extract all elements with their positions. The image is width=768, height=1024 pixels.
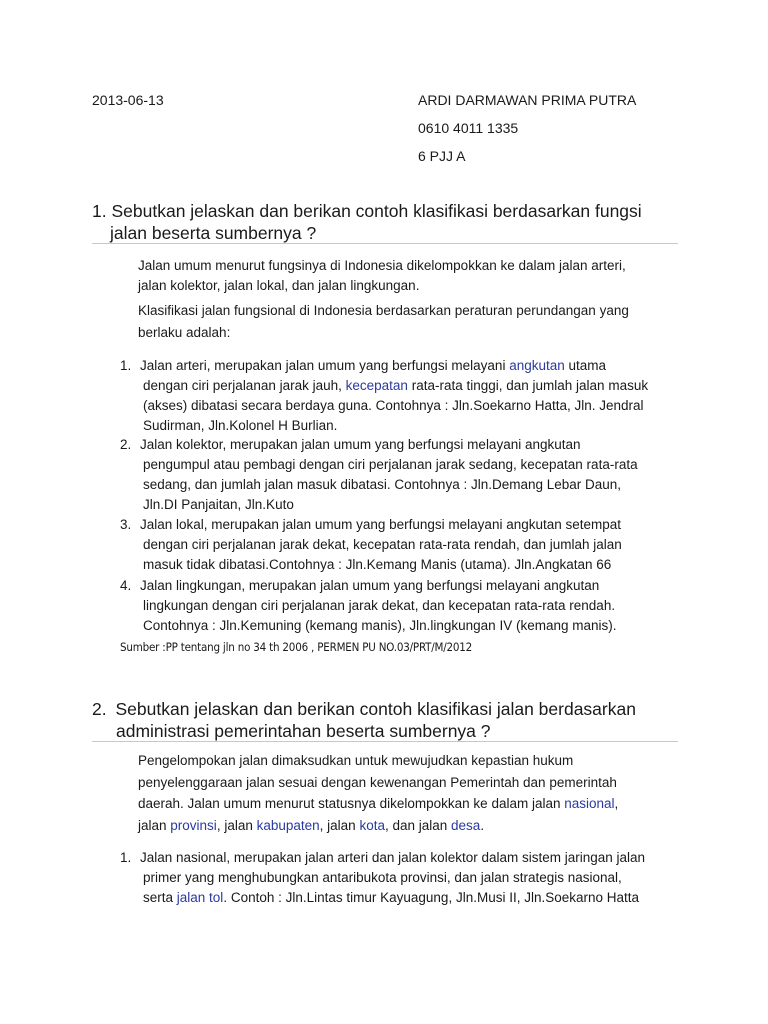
q1-item4-line-3: Contohnya : Jln.Kemuning (kemang manis), Jln.lingkungan IV (kemang manis). bbox=[143, 618, 617, 633]
text-segment: dengan ciri perjalanan jarak jauh, bbox=[143, 378, 346, 393]
list-number: 2. bbox=[120, 437, 132, 452]
q1-item3-line-1: Jalan lokal, merupakan jalan umum yang berfungsi melayani angkutan setempat bbox=[140, 517, 622, 532]
q1-item2-line-4: Jln.DI Panjaitan, Jln.Kuto bbox=[143, 497, 294, 512]
q1-p1-line-2: jalan kolektor, jalan lokal, dan jalan lingkungan. bbox=[138, 278, 420, 293]
text-segment: , dan jalan bbox=[384, 817, 452, 833]
q2-p-line-1: Pengelompokan jalan dimaksudkan untuk mewujudkan kepastian hukum bbox=[138, 753, 574, 768]
q1-item2-line-1: Jalan kolektor, merupakan jalan umum yang berfungsi melayani angkutan bbox=[140, 437, 581, 452]
q1-item1-line-1 bbox=[120, 356, 690, 376]
q2-item1-line-2: primer yang menghubungkan antaribukota provinsi, dan jalan strategis nasional, bbox=[143, 870, 622, 885]
question-2-line-1 bbox=[92, 698, 692, 720]
q1-item1-line-2 bbox=[120, 376, 690, 396]
q1-list-item-4 bbox=[120, 576, 690, 636]
question-1-text-1: Sebutkan jelaskan dan berikan contoh klasifikasi berdasarkan fungsi bbox=[111, 201, 642, 221]
class-name: 6 PJJ A bbox=[418, 148, 466, 164]
q1-item4-line-1: Jalan lingkungan, merupakan jalan umum yang berfungsi melayani angkutan bbox=[140, 578, 600, 593]
q1-list-item-1 bbox=[120, 356, 690, 436]
kecepatan-link[interactable]: kecepatan bbox=[345, 378, 408, 393]
question-1 bbox=[92, 200, 692, 244]
list-number: 1. bbox=[120, 850, 132, 865]
q1-item3-line-2: dengan ciri perjalanan jarak dekat, kecepatan rata-rata rendah, dan jumlah jalan bbox=[143, 537, 622, 552]
student-id: 0610 4011 1335 bbox=[418, 120, 519, 136]
q1-p1-line-1: Jalan umum menurut fungsinya di Indonesia dikelompokkan ke dalam jalan arteri, bbox=[138, 258, 626, 273]
text-segment: . bbox=[480, 817, 485, 833]
kota-link[interactable]: kota bbox=[359, 817, 385, 833]
q2-paragraph bbox=[138, 750, 698, 836]
kabupaten-link[interactable]: kabupaten bbox=[256, 817, 320, 833]
list-number: 1. bbox=[120, 358, 132, 373]
q2-list-item-1 bbox=[120, 848, 690, 908]
question-2 bbox=[92, 698, 692, 742]
q1-list-item-3 bbox=[120, 515, 690, 575]
q2-p-line-4 bbox=[138, 815, 698, 837]
q1-item2-line-2: pengumpul atau pembagi dengan ciri perjalanan jarak sedang, kecepatan rata-rata bbox=[143, 457, 638, 472]
text-segment: jalan bbox=[138, 817, 171, 833]
question-2-number: 2. bbox=[92, 699, 107, 719]
text-segment: utama bbox=[564, 358, 607, 373]
q1-paragraph-1 bbox=[138, 256, 698, 296]
question-2-text-1: Sebutkan jelaskan dan berikan contoh klasifikasi jalan berdasarkan bbox=[115, 699, 636, 719]
text-segment: , jalan bbox=[216, 817, 257, 833]
text-segment: serta bbox=[143, 890, 177, 905]
text-segment: daerah. Jalan umum menurut statusnya dikelompokkan ke dalam jalan bbox=[138, 796, 565, 811]
q1-item2-line-3: sedang, dan jumlah jalan masuk dibatasi. Contohnya : Jln.Demang Lebar Daun, bbox=[143, 477, 622, 492]
q1-p2-line-1: Klasifikasi jalan fungsional di Indonesia berdasarkan peraturan perundangan yang bbox=[138, 303, 629, 318]
author-name: ARDI DARMAWAN PRIMA PUTRA bbox=[418, 92, 637, 108]
jalan-tol-link[interactable]: jalan tol bbox=[176, 890, 224, 905]
text-segment: , bbox=[614, 796, 619, 811]
q2-p-line-3 bbox=[138, 793, 698, 815]
q2-item1-line-3 bbox=[120, 888, 690, 908]
q1-p2-line-2: berlaku adalah: bbox=[138, 325, 231, 340]
q1-paragraph-2 bbox=[138, 300, 698, 344]
q1-item1-line-4: Sudirman, Jln.Kolonel H Burlian. bbox=[143, 418, 338, 433]
document-date: 2013-06-13 bbox=[92, 92, 164, 108]
question-1-divider bbox=[92, 243, 678, 244]
text-segment: Jalan arteri, merupakan jalan umum yang berfungsi melayani bbox=[140, 358, 510, 373]
text-segment: rata-rata tinggi, dan jumlah jalan masuk bbox=[407, 378, 649, 393]
question-2-line-2: administrasi pemerintahan beserta sumbernya ? bbox=[116, 721, 491, 741]
q2-item1-line-1: Jalan nasional, merupakan jalan arteri dan jalan kolektor dalam sistem jaringan jalan bbox=[140, 850, 646, 865]
question-2-divider bbox=[92, 741, 678, 742]
nasional-link[interactable]: nasional bbox=[564, 796, 615, 811]
q1-source-citation: Sumber :PP tentang jln no 34 th 2006 , PERMEN PU NO.03/PRT/M/2012 bbox=[120, 640, 473, 654]
question-1-line-1 bbox=[92, 200, 692, 222]
provinsi-link[interactable]: provinsi bbox=[170, 817, 217, 833]
q2-p-line-2: penyelenggaraan jalan sesuai dengan kewenangan Pemerintah dan pemerintah bbox=[138, 774, 617, 790]
question-1-line-2: jalan beserta sumbernya ? bbox=[110, 223, 317, 243]
q1-item1-line-3: (akses) dibatasi secara berdaya guna. Contohnya : Jln.Soekarno Hatta, Jln. Jendral bbox=[143, 398, 644, 413]
question-1-number: 1. bbox=[92, 201, 107, 221]
angkutan-link[interactable]: angkutan bbox=[509, 358, 565, 373]
text-segment: . Contoh : Jln.Lintas timur Kayuagung, Jln.Musi II, Jln.Soekarno Hatta bbox=[223, 890, 640, 905]
q1-item4-line-2: lingkungan dengan ciri perjalanan jarak dekat, dan kecepatan rata-rata rendah. bbox=[143, 598, 616, 613]
list-number: 4. bbox=[120, 578, 132, 593]
list-number: 3. bbox=[120, 517, 132, 532]
desa-link[interactable]: desa bbox=[451, 817, 481, 833]
q1-list-item-2 bbox=[120, 435, 690, 515]
text-segment: , jalan bbox=[319, 817, 360, 833]
q1-item3-line-3: masuk tidak dibatasi.Contohnya : Jln.Kemang Manis (utama). Jln.Angkatan 66 bbox=[143, 557, 612, 572]
